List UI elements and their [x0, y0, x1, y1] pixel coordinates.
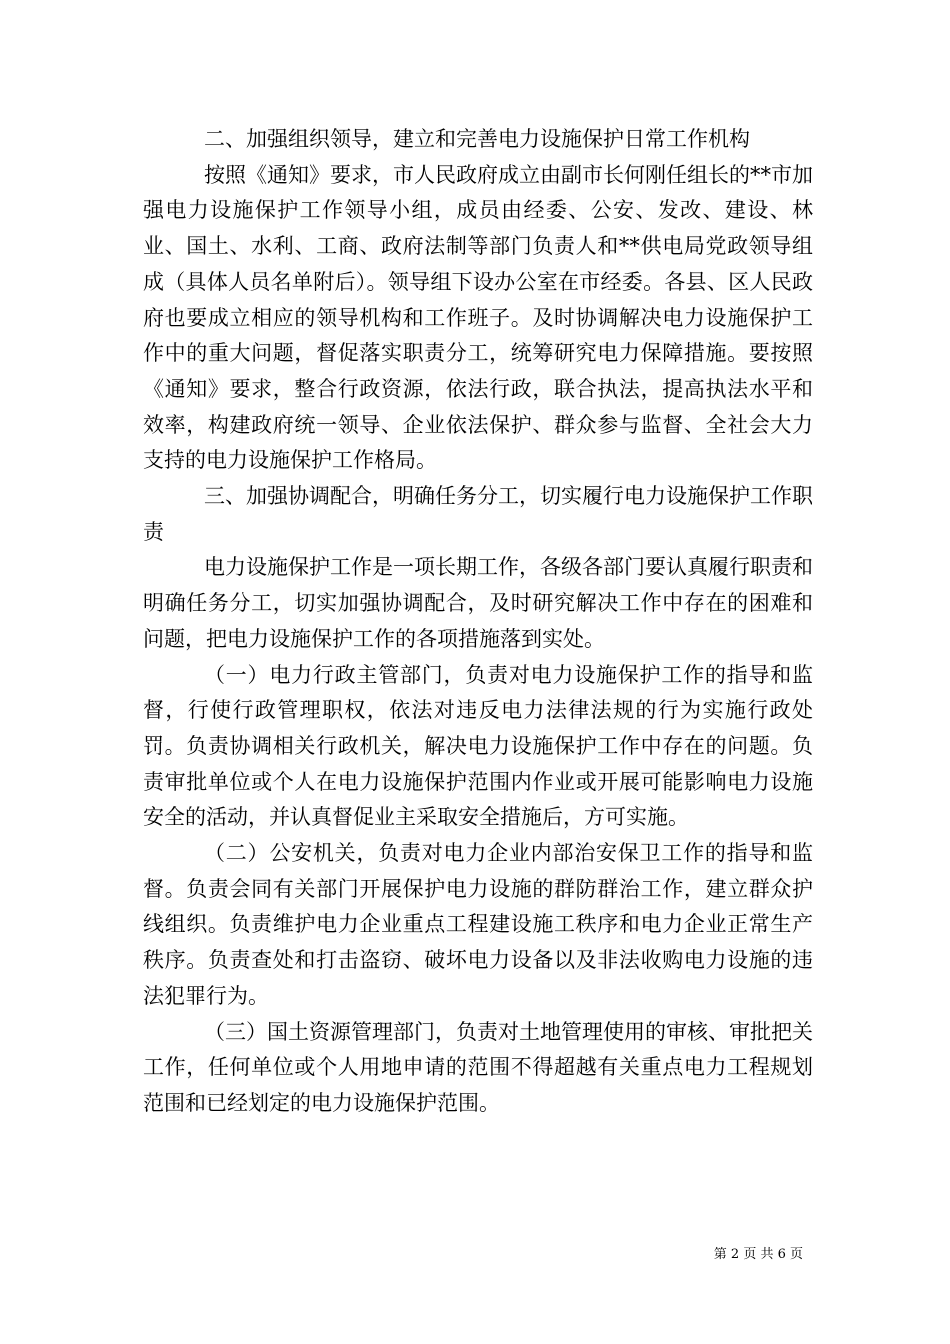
paragraph-item-3: （三）国土资源管理部门，负责对土地管理使用的审核、审批把关工作，任何单位或个人用地申请的范围不得超越有关重点电力工程规划范围和已经划定的电力设施保护范围。: [143, 1019, 813, 1115]
paragraph-item-1: （一）电力行政主管部门，负责对电力设施保护工作的指导和监督，行使行政管理职权，依法对违反电力法律法规的行为实施行政处罚。负责协调相关行政机关，解决电力设施保护工作中存在的问题。负责审批单位或个人在电力设施保护范围内作业或开展可能影响电力设施安全的活动，并认真督促业主采取安全措施后，方可实施。: [143, 662, 813, 830]
paragraph-long-term-work: 电力设施保护工作是一项长期工作，各级各部门要认真履行职责和明确任务分工，切实加强协调配合，及时研究解决工作中存在的困难和问题，把电力设施保护工作的各项措施落到实处。: [143, 555, 813, 651]
section-heading-3: 三、加强协调配合，明确任务分工，切实履行电力设施保护工作职责: [143, 484, 813, 544]
paragraph-leadership-group: 按照《通知》要求，市人民政府成立由副市长何刚任组长的**市加强电力设施保护工作领导小组，成员由经委、公安、发改、建设、林业、国土、水利、工商、政府法制等部门负责人和**供电局党政领导组成（具体人员名单附后）。领导组下设办公室在市经委。各县、区人民政府也要成立相应的领导机构和工作班子。及时协调解决电力设施保护工作中的重大问题，督促落实职责分工，统筹研究电力保障措施。要按照《通知》要求，整合行政资源，依法行政，联合执法，提高执法水平和效率，构建政府统一领导、企业依法保护、群众参与监督、全社会大力支持的电力设施保护工作格局。: [143, 162, 813, 473]
document-body: [143, 122, 813, 1122]
page-number: 第 2 页 共 6 页: [713, 1247, 803, 1262]
section-heading-2: 二、加强组织领导，建立和完善电力设施保护日常工作机构: [204, 127, 750, 151]
paragraph-item-2: （二）公安机关，负责对电力企业内部治安保卫工作的指导和监督。负责会同有关部门开展保护电力设施的群防群治工作，建立群众护线组织。负责维护电力企业重点工程建设施工秩序和电力企业正常生产秩序。负责查处和打击盗窃、破坏电力设备以及非法收购电力设施的违法犯罪行为。: [143, 841, 813, 1008]
